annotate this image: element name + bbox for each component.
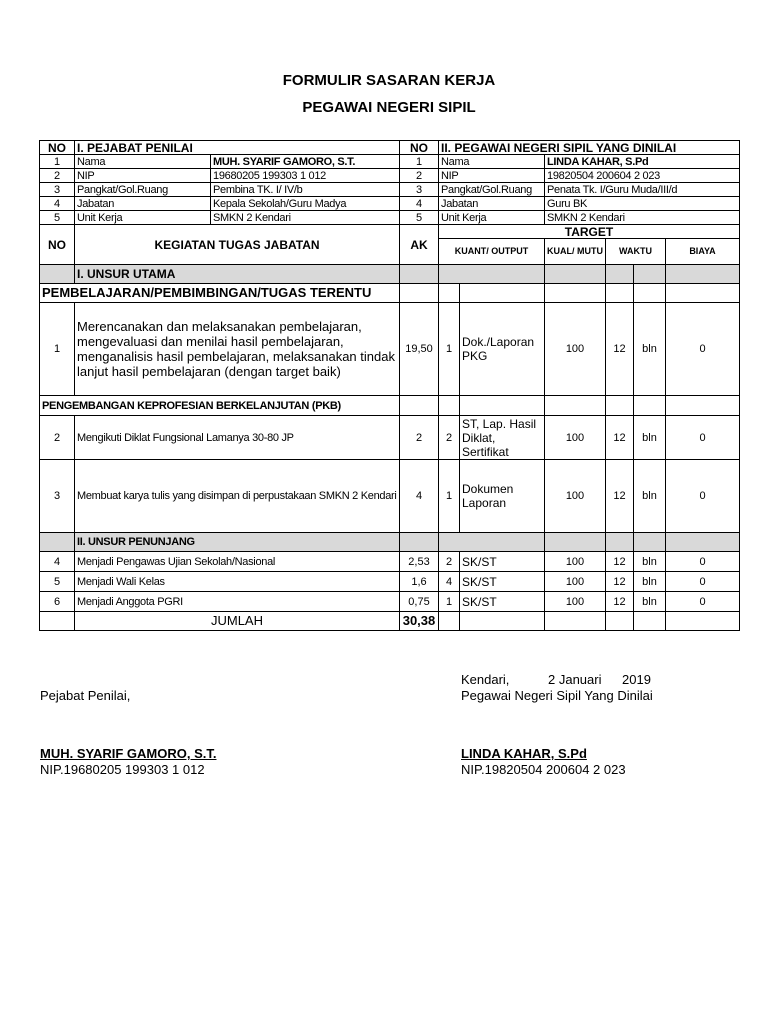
section-row [40, 265, 740, 284]
item-mutu: 100 [545, 552, 606, 572]
row-no: 4 [40, 197, 75, 211]
item-no: 1 [40, 303, 75, 396]
item-satuan: bln [634, 416, 666, 460]
item-qty: 2 [439, 552, 460, 572]
blank-cell [666, 612, 740, 631]
item-mutu: 100 [545, 460, 606, 533]
blank-cell [40, 533, 75, 552]
field-label: Unit Kerja [439, 211, 545, 225]
item-kegiatan: Mengikuti Diklat Fungsional Lamanya 30-80 JP [75, 416, 400, 460]
item-mutu: 100 [545, 572, 606, 592]
identity-header-row [40, 141, 740, 155]
row-no: 1 [400, 155, 439, 169]
field-label: Nama [439, 155, 545, 169]
blank-cell [606, 533, 634, 552]
item-output: SK/ST [460, 572, 545, 592]
item-ak: 19,50 [400, 303, 439, 396]
form-title: FORMULIR SASARAN KERJA [282, 72, 496, 89]
row-no: 3 [40, 183, 75, 197]
item-waktu: 12 [606, 416, 634, 460]
item-no: 3 [40, 460, 75, 533]
field-label: Nama [75, 155, 211, 169]
item-kegiatan: Menjadi Pengawas Ujian Sekolah/Nasional [75, 552, 400, 572]
activity-row [40, 572, 740, 592]
item-ak: 4 [400, 460, 439, 533]
blank-cell [606, 612, 634, 631]
item-ak: 1,6 [400, 572, 439, 592]
pns-dinilai-label: Pegawai Negeri Sipil Yang Dinilai [461, 688, 653, 703]
blank-cell [439, 265, 545, 284]
item-biaya: 0 [666, 416, 740, 460]
blank-cell [666, 396, 740, 416]
item-biaya: 0 [666, 592, 740, 612]
biaya-header: BIAYA [666, 239, 740, 265]
field-value: Pembina TK. I/ IV/b [211, 183, 400, 197]
field-value: MUH. SYARIF GAMORO, S.T. [211, 155, 400, 169]
blank-cell [439, 612, 460, 631]
no-header-right: NO [400, 141, 439, 155]
item-qty: 4 [439, 572, 460, 592]
activity-row [40, 416, 740, 460]
blank-cell [460, 284, 545, 303]
blank-cell [545, 533, 606, 552]
blank-cell [606, 284, 634, 303]
item-no: 2 [40, 416, 75, 460]
item-kegiatan: Merencanakan dan melaksanakan pembelajaran, mengevaluasi dan menilai hasil pembelajaran, menganalisis hasil pembelajaran, melaksanakan tindak lanjut hasil pembelajaran (dengan target baik) [75, 303, 400, 396]
group-title: PEMBELAJARAN/PEMBIMBINGAN/TUGAS TERENTU [40, 284, 400, 303]
item-no: 4 [40, 552, 75, 572]
blank-cell [460, 612, 545, 631]
item-output: Dokumen Laporan [460, 460, 545, 533]
item-satuan: bln [634, 460, 666, 533]
blank-cell [634, 612, 666, 631]
pejabat-penilai-name: MUH. SYARIF GAMORO, S.T. [40, 746, 217, 761]
item-output: SK/ST [460, 592, 545, 612]
pns-dinilai-name: LINDA KAHAR, S.Pd [461, 746, 587, 761]
item-output: SK/ST [460, 552, 545, 572]
item-output: ST, Lap. Hasil Diklat, Sertifikat [460, 416, 545, 460]
blank-cell [40, 265, 75, 284]
sign-date: 2 Januari [548, 672, 602, 687]
pejabat-penilai-nip: NIP.19680205 199303 1 012 [40, 762, 205, 777]
row-no: 2 [40, 169, 75, 183]
blank-cell [400, 265, 439, 284]
item-qty: 2 [439, 416, 460, 460]
blank-cell [666, 284, 740, 303]
row-no: 5 [400, 211, 439, 225]
no-col-header: NO [40, 225, 75, 265]
field-value: SMKN 2 Kendari [545, 211, 740, 225]
blank-cell [634, 284, 666, 303]
pejabat-penilai-label: Pejabat Penilai, [40, 688, 131, 703]
field-label: Jabatan [439, 197, 545, 211]
blank-cell [666, 533, 740, 552]
section-row [40, 533, 740, 552]
blank-cell [666, 265, 740, 284]
group-row [40, 284, 740, 303]
item-qty: 1 [439, 303, 460, 396]
item-qty: 1 [439, 592, 460, 612]
blank-cell [460, 396, 545, 416]
blank-cell [439, 396, 460, 416]
activity-header-row [40, 225, 740, 239]
field-value: SMKN 2 Kendari [211, 211, 400, 225]
item-satuan: bln [634, 303, 666, 396]
waktu-header: WAKTU [606, 239, 666, 265]
identity-row [40, 183, 740, 197]
section-title: II. UNSUR PENUNJANG [75, 533, 400, 552]
field-value: 19820504 200604 2 023 [545, 169, 740, 183]
identity-row [40, 155, 740, 169]
blank-cell [439, 533, 545, 552]
field-label: Pangkat/Gol.Ruang [439, 183, 545, 197]
row-no: 5 [40, 211, 75, 225]
item-waktu: 12 [606, 592, 634, 612]
activity-row [40, 552, 740, 572]
sign-place: Kendari, [461, 672, 510, 687]
blank-cell [634, 533, 666, 552]
item-kegiatan: Menjadi Wali Kelas [75, 572, 400, 592]
item-no: 5 [40, 572, 75, 592]
field-label: NIP [439, 169, 545, 183]
item-kegiatan: Membuat karya tulis yang disimpan di perpustakaan SMKN 2 Kendari [75, 460, 400, 533]
item-biaya: 0 [666, 303, 740, 396]
group-title: PENGEMBANGAN KEPROFESIAN BERKELANJUTAN (PKB) [40, 396, 400, 416]
item-satuan: bln [634, 592, 666, 612]
blank-cell [400, 396, 439, 416]
item-waktu: 12 [606, 460, 634, 533]
form-subtitle: PEGAWAI NEGERI SIPIL [302, 99, 476, 116]
blank-cell [634, 396, 666, 416]
item-waktu: 12 [606, 572, 634, 592]
row-no: 3 [400, 183, 439, 197]
identity-row [40, 197, 740, 211]
field-label: Unit Kerja [75, 211, 211, 225]
group-row [40, 396, 740, 416]
blank-cell [545, 265, 606, 284]
field-label: Jabatan [75, 197, 211, 211]
activity-row [40, 460, 740, 533]
blank-cell [439, 284, 460, 303]
activity-row [40, 592, 740, 612]
item-mutu: 100 [545, 592, 606, 612]
item-ak: 2 [400, 416, 439, 460]
identity-row [40, 211, 740, 225]
target-header: TARGET [439, 225, 740, 239]
section-title: I. UNSUR UTAMA [75, 265, 400, 284]
total-row [40, 612, 740, 631]
item-output: Dok./Laporan PKG [460, 303, 545, 396]
identity-row [40, 169, 740, 183]
blank-cell [545, 396, 606, 416]
item-waktu: 12 [606, 552, 634, 572]
ak-col-header: AK [400, 225, 439, 265]
pejabat-penilai-header: I. PEJABAT PENILAI [75, 141, 400, 155]
kual-mutu-header: KUAL/ MUTU [545, 239, 606, 265]
field-label: Pangkat/Gol.Ruang [75, 183, 211, 197]
skp-table [39, 140, 740, 631]
row-no: 1 [40, 155, 75, 169]
kuant-output-header: KUANT/ OUTPUT [439, 239, 545, 265]
blank-cell [606, 396, 634, 416]
item-mutu: 100 [545, 416, 606, 460]
blank-cell [606, 265, 634, 284]
item-satuan: bln [634, 552, 666, 572]
sign-year: 2019 [622, 672, 651, 687]
jumlah-label: JUMLAH [75, 612, 400, 631]
activity-row [40, 303, 740, 396]
blank-cell [40, 612, 75, 631]
item-kegiatan: Menjadi Anggota PGRI [75, 592, 400, 612]
no-header: NO [40, 141, 75, 155]
blank-cell [400, 533, 439, 552]
blank-cell [634, 265, 666, 284]
item-biaya: 0 [666, 552, 740, 572]
row-no: 2 [400, 169, 439, 183]
field-value: Guru BK [545, 197, 740, 211]
blank-cell [400, 284, 439, 303]
item-biaya: 0 [666, 460, 740, 533]
kegiatan-col-header: KEGIATAN TUGAS JABATAN [75, 225, 400, 265]
field-value: Kepala Sekolah/Guru Madya [211, 197, 400, 211]
field-value: LINDA KAHAR, S.Pd [545, 155, 740, 169]
blank-cell [545, 612, 606, 631]
item-ak: 2,53 [400, 552, 439, 572]
field-value: 19680205 199303 1 012 [211, 169, 400, 183]
item-biaya: 0 [666, 572, 740, 592]
item-no: 6 [40, 592, 75, 612]
item-waktu: 12 [606, 303, 634, 396]
field-value: Penata Tk. I/Guru Muda/III/d [545, 183, 740, 197]
item-ak: 0,75 [400, 592, 439, 612]
blank-cell [545, 284, 606, 303]
pns-dinilai-header: II. PEGAWAI NEGERI SIPIL YANG DINILAI [439, 141, 740, 155]
row-no: 4 [400, 197, 439, 211]
field-label: NIP [75, 169, 211, 183]
pns-dinilai-nip: NIP.19820504 200604 2 023 [461, 762, 626, 777]
item-mutu: 100 [545, 303, 606, 396]
item-satuan: bln [634, 572, 666, 592]
item-qty: 1 [439, 460, 460, 533]
jumlah-value: 30,38 [400, 612, 439, 631]
